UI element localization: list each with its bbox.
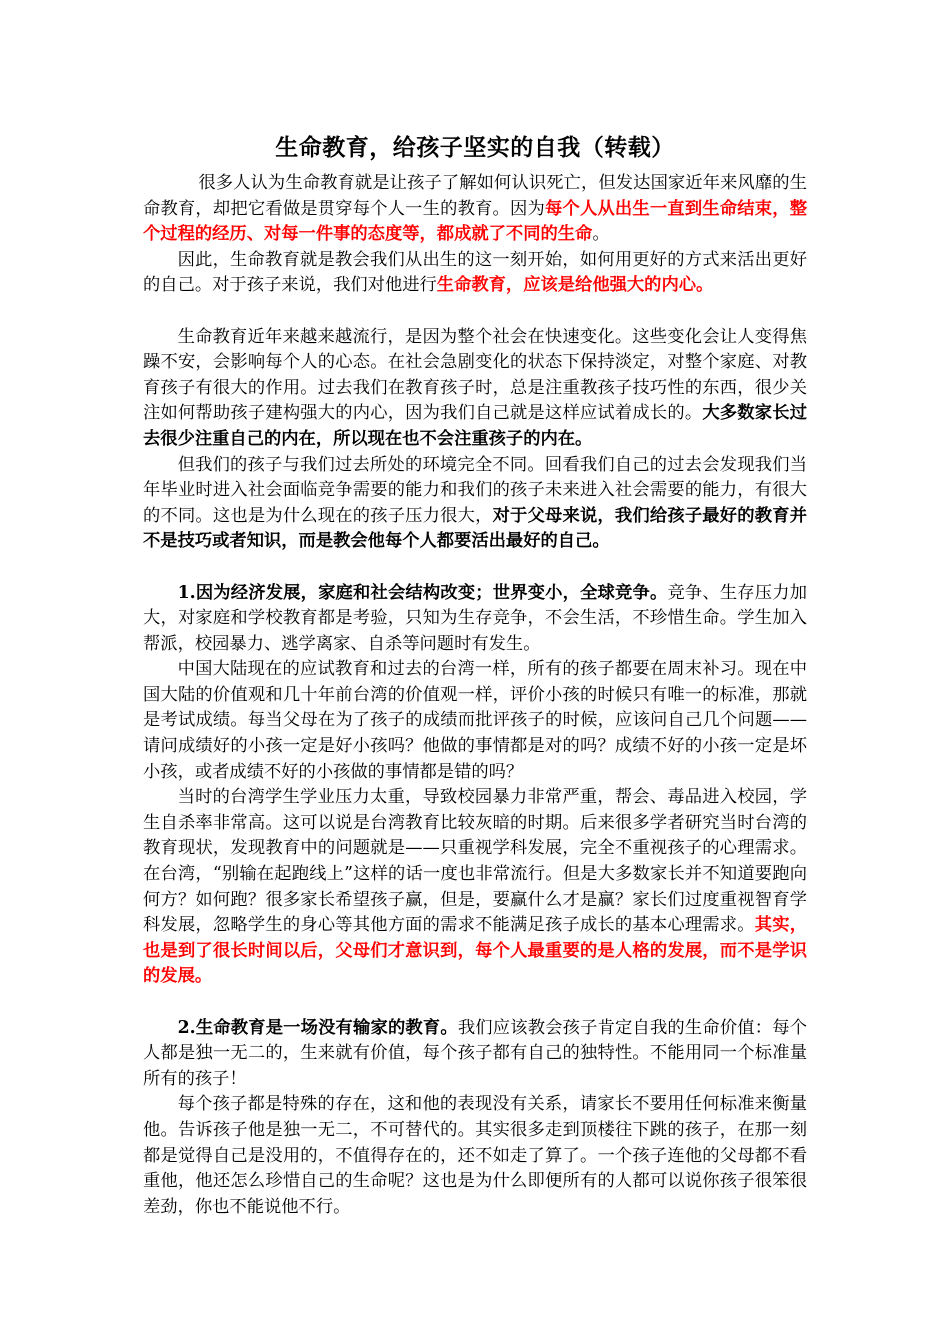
paragraph-2 — [143, 248, 807, 299]
paragraph-text: 我们应该教会孩子肯定自我的生命价值：每个人都是独一无二的，生来就有价值，每个孩子都有自己的独特性。不能用同一个标准量所有的孩子！ — [143, 1017, 807, 1089]
paragraph-3 — [143, 325, 807, 453]
paragraph-1 — [143, 171, 807, 248]
paragraph-text: 当时的台湾学生学业压力太重，导致校园暴力非常严重，帮会、毒品进入校园，学生自杀率非常高。这可以说是台湾教育比较灰暗的时期。后来很多学者研究当时台湾的教育现状，发现教育中的问题就是——只重视学科发展，完全不重视孩子的心理需求。在台湾，“别输在起跑线上”这样的话一度也非常流行。但是大多数家长并不知道要跑向何方？如何跑？很多家长希望孩子赢，但是，要赢什么才是赢？家长们过度重视智育学科发展，忽略学生的身心等其他方面的需求不能满足孩子成长的基本心理需求。 — [143, 787, 807, 936]
emphasis-text-red: 生命教育，应该是给他强大的内心。 — [436, 275, 714, 296]
paragraph-text: 但我们的孩子与我们过去所处的环境完全不同。回看我们自己的过去会发现我们当年毕业时进入社会面临竞争需要的能力和我们的孩子未来进入社会需要的能力，有很大的不同。这也是为什么现在的孩子压力很大， — [143, 454, 807, 526]
paragraph-6 — [143, 657, 807, 785]
emphasis-text-bold: 对于父母来说，我们给孩子最好的教育并不是技巧或者知识，而是教会他每个人都要活出最好的自己。 — [143, 505, 807, 552]
paragraph-text: 竞争、生存压力加大，对家庭和学校教育都是考验，只知为生存竞争，不会生活，不珍惜生命。学生加入帮派，校园暴力、逃学离家、自杀等问题时有发生。 — [143, 582, 807, 654]
paragraph-text: 因此，生命教育就是教会我们从出生的这一刻开始，如何用更好的方式来活出更好的自己。对于孩子来说，我们对他进行 — [143, 249, 807, 296]
section-heading-1 — [143, 581, 807, 658]
paragraph-gap — [143, 990, 807, 1016]
emphasis-text-bold: 大多数家长过去很少注重自己的内在，所以现在也不会注重孩子的内在。 — [143, 403, 807, 449]
paragraph-7 — [143, 785, 807, 990]
section-heading-text: 2.生命教育是一场没有输家的教育。 — [177, 1017, 458, 1038]
page-title: 生命教育，给孩子坚实的自我（转载） — [275, 135, 675, 161]
section-heading-2 — [143, 1016, 807, 1093]
paragraph-text: 很多人认为生命教育就是让孩子了解如何认识死亡，但发达国家近年来风靡的生命教育，却把它看做是贯穿每个人一生的教育。因为 — [143, 173, 807, 219]
paragraph-gap — [143, 299, 807, 325]
article-body — [143, 171, 807, 1220]
emphasis-text-red: 每个人从出生一直到生命结束，整个过程的经历、对每一件事的态度等，都成就了不同的生命 — [143, 198, 807, 245]
paragraph-text: 。 — [592, 224, 610, 245]
paragraph-9 — [143, 1092, 807, 1220]
paragraph-text: 生命教育近年来越来越流行，是因为整个社会在快速变化。这些变化会让人变得焦躁不安，会影响每个人的心态。在社会急剧变化的状态下保持淡定，对整个家庭、对教育孩子有很大的作用。过去我们在教育孩子时，总是注重教孩子技巧性的东西，很少关注如何帮助孩子建构强大的内心，因为我们自己就是这样应试着成长的。 — [143, 326, 807, 424]
section-heading-text: 1.因为经济发展，家庭和社会结构改变；世界变小，全球竞争。 — [177, 582, 668, 603]
emphasis-text-red: 其实，也是到了很长时间以后，父母们才意识到，每个人最重要的是人格的发展，而不是学识的发展。 — [143, 915, 807, 987]
paragraph-gap — [143, 555, 807, 581]
paragraph-text: 中国大陆现在的应试教育和过去的台湾一样，所有的孩子都要在周末补习。现在中国大陆的价值观和几十年前台湾的价值观一样，评价小孩的时候只有唯一的标准，那就是考试成绩。每当父母在为了孩子的成绩而批评孩子的时候，应该问自己几个问题——请问成绩好的小孩一定是好小孩吗？他做的事情都是对的吗？成绩不好的小孩一定是坏小孩，或者成绩不好的小孩做的事情都是错的吗？ — [143, 659, 807, 782]
paragraph-text: 每个孩子都是特殊的存在，这和他的表现没有关系，请家长不要用任何标准来衡量他。告诉孩子他是独一无二，不可替代的。其实很多走到顶楼往下跳的孩子，在那一刻都是觉得自己是没用的，不值得存在的，还不如走了算了。一个孩子连他的父母都不看重他，他还怎么珍惜自己的生命呢？这也是为什么即便所有的人都可以说你孩子很笨很差劲，你也不能说他不行。 — [143, 1094, 807, 1217]
paragraph-4 — [143, 453, 807, 555]
